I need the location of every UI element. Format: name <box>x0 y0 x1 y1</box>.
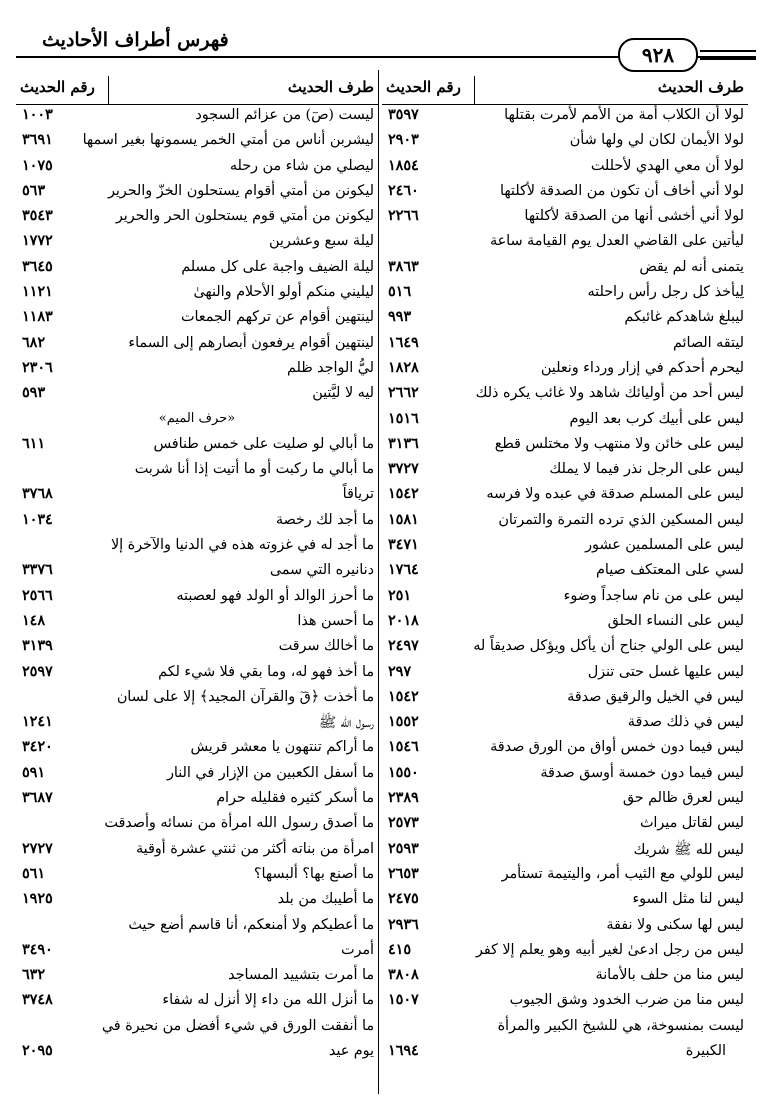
hadith-incipit: ليحرم أحدكم في إزار ورداء ونعلين <box>540 359 744 376</box>
hadith-incipit: ليه لا ليَّتين <box>312 385 374 402</box>
index-entry <box>16 181 378 206</box>
hadith-number: ٣١٣٩ <box>22 638 53 655</box>
hadith-number: ٢٥٧٣ <box>388 815 419 832</box>
hadith-number: ٢٦٥٣ <box>388 865 419 882</box>
hadith-number: ٦٣٢ <box>22 967 46 984</box>
index-entry <box>16 636 378 661</box>
index-entry <box>16 965 378 990</box>
index-entry <box>382 990 748 1015</box>
hadith-incipit: ليس على خائن ولا منتهب ولا مختلس قطع <box>494 435 744 452</box>
hadith-number: ١٢٤١ <box>22 714 53 731</box>
hadith-number: ٣١٣٦ <box>388 435 419 452</box>
hadith-number: ٢٧٢٧ <box>22 840 53 857</box>
index-entry <box>16 156 378 181</box>
hadith-number: ٢٥٩٧ <box>22 663 53 680</box>
hadith-incipit: ليس لها سكنى ولا نفقة <box>606 916 744 933</box>
number-header: رقم الحديث <box>386 78 461 96</box>
hadith-number: ١٥٨١ <box>388 511 419 528</box>
hadith-incipit: ليكونن من أمتي أقوام يستحلون الخزّ والحرير <box>107 182 374 199</box>
hadith-incipit: ليبلغ شاهدكم غائبكم <box>624 309 744 326</box>
hadith-number: ١٨٢٨ <box>388 359 419 376</box>
header-double-rule <box>700 50 756 60</box>
hadith-incipit: ما أنزل الله من داء إلا أنزل له شفاء <box>162 992 374 1009</box>
hadith-incipit: لينتهين أقوام يرفعون أبصارهم إلى السماء <box>128 334 374 351</box>
page-header <box>0 0 762 80</box>
hadith-incipit: ليس على من نام ساجداً وضوء <box>563 587 744 604</box>
hadith-number: ٢٣٠٦ <box>22 359 53 376</box>
index-entry <box>382 156 748 181</box>
hadith-number: ٣٧٢٧ <box>388 461 419 478</box>
index-entry <box>16 990 378 1015</box>
hadith-number: ١١٨٣ <box>22 309 53 326</box>
index-entry <box>16 763 378 788</box>
hadith-number: ١١٢١ <box>22 284 53 301</box>
hadith-number: ٥١٦ <box>388 284 412 301</box>
hadith-incipit: ما أسفل الكعبين من الإزار في النار <box>166 764 374 781</box>
index-entry <box>382 636 748 661</box>
index-entry <box>382 409 748 434</box>
hadith-number: ٢٤٩٧ <box>388 638 419 655</box>
hadith-number: ٢٩٠٣ <box>388 132 419 149</box>
hadith-incipit: ليتقه الصائم <box>672 334 744 351</box>
index-entry <box>16 257 378 282</box>
hadith-number: ٢٠٩٥ <box>22 1042 53 1059</box>
hadith-incipit: ما أطيبك من بلد <box>277 891 374 908</box>
section-heading: «حرف الميم» <box>158 410 236 426</box>
index-entry <box>16 1016 378 1041</box>
index-entry <box>16 915 378 940</box>
hadith-number: ١٥٥٠ <box>388 764 419 781</box>
hadith-number: ١٥٤٢ <box>388 688 419 705</box>
hadith-incipit: ما أخذ فهو له، وما بقي فلا شيء لكم <box>158 663 374 680</box>
hadith-incipit: ليست (صٓ) من عزائم السجود <box>195 107 374 123</box>
hadith-incipit: امرأة من بناته أكثر من ثنتي عشرة أوقية <box>135 840 374 857</box>
index-entry <box>382 257 748 282</box>
index-entry <box>382 510 748 535</box>
hadith-incipit: ما أنفقت الورق في شيء أفضل من نحيرة في <box>101 1017 374 1034</box>
hadith-incipit: رسول الله ﷺ <box>318 715 374 732</box>
hadith-incipit: لولا أن معي الهدي لأحللت <box>590 157 744 174</box>
index-entry <box>382 712 748 737</box>
hadith-incipit: ليشربن أناس من أمتي الخمر يسمونها بغير اسمها <box>82 132 374 149</box>
hadith-number: ٦٨٢ <box>22 334 46 351</box>
index-entry <box>382 105 748 130</box>
hadith-incipit: ليس لله ﷺ شريك <box>633 841 744 858</box>
hadith-number: ١٩٢٥ <box>22 891 53 908</box>
index-entry <box>16 813 378 838</box>
hadith-incipit: ما أراكم تنتهون يا معشر قريش <box>190 739 374 756</box>
hadith-number: ٣٨٦٣ <box>388 258 419 275</box>
hadith-number: ٣٧٤٨ <box>22 992 53 1009</box>
hadith-incipit: ليلة سبع وعشرين <box>269 233 374 250</box>
hadith-incipit: ليس في ذلك صدقة <box>627 714 744 731</box>
hadith-incipit: ليس على الرجل نذر فيما لا يملك <box>549 461 744 478</box>
header-separator <box>108 76 109 104</box>
hadith-number: ١٥٥٢ <box>388 714 419 731</box>
index-entry <box>382 813 748 838</box>
hadith-incipit: ما أجد له في غزوته هذه في الدنيا والآخرة إلا <box>110 537 374 554</box>
hadith-number: ١٠٠٣ <box>22 107 53 123</box>
index-entry <box>16 409 378 434</box>
hadith-number: ١٨٥٤ <box>388 157 419 174</box>
hadith-number: ١٥٤٢ <box>388 486 419 503</box>
hadith-number: ٣٧٦٨ <box>22 486 53 503</box>
hadith-incipit: أمرت <box>341 941 374 958</box>
hadith-number: ١٦٩٤ <box>388 1042 419 1059</box>
index-entry <box>16 889 378 914</box>
hadith-number: ٥٦٣ <box>22 182 46 199</box>
hadith-incipit: ما أصنع بها؟ ألبسها؟ <box>253 865 374 882</box>
index-entry <box>16 737 378 762</box>
index-entry <box>382 940 748 965</box>
hadith-incipit: ليُّ الواجد ظلم <box>286 359 374 376</box>
hadith-number: ٣٦٨٧ <box>22 790 53 807</box>
hadith-incipit: يتمنى أنه لم يقض <box>639 258 744 275</box>
hadith-incipit: ليكونن من أمتي قوم يستحلون الحر والحرير <box>115 208 374 225</box>
hadith-number: ٣٨٠٨ <box>388 967 419 984</box>
hadith-incipit: لولا أني أخشى أنها من الصدقة لأكلتها <box>524 208 744 225</box>
index-entry <box>16 383 378 408</box>
index-entry <box>16 940 378 965</box>
hadith-incipit: ليس لقاتل ميراث <box>639 815 744 832</box>
hadith-number: ٣٦٤٥ <box>22 258 53 275</box>
hadith-incipit: ليليني منكم أولو الأحلام والنهىٰ <box>193 284 374 301</box>
hadith-incipit: ليس منا من ضرب الخدود وشق الجيوب <box>509 992 744 1009</box>
hadith-incipit: ليس على المسلمين عشور <box>585 537 744 554</box>
index-entry <box>382 915 748 940</box>
index-entry <box>382 864 748 889</box>
hadith-incipit: دنانيره التي سمى <box>269 562 374 579</box>
index-entry <box>382 535 748 560</box>
hadith-number: ٥٩١ <box>22 764 46 781</box>
index-entry <box>16 231 378 256</box>
hadith-incipit: لولا أني أخاف أن تكون من الصدقة لأكلتها <box>499 182 744 199</box>
hadith-number: ١٤٨ <box>22 612 46 629</box>
index-entry <box>382 358 748 383</box>
hadith-number: ٣٥٤٣ <box>22 208 53 225</box>
index-entry <box>382 434 748 459</box>
index-column-left <box>16 76 378 1066</box>
hadith-incipit: ليس في الخيل والرقيق صدقة <box>567 688 744 705</box>
index-entry <box>382 307 748 332</box>
index-entry <box>16 282 378 307</box>
number-header: رقم الحديث <box>20 78 95 96</box>
hadith-number: ٥٩٣ <box>22 385 46 402</box>
index-entry <box>16 611 378 636</box>
hadith-number: ٢٥٦٦ <box>22 587 53 604</box>
index-entry <box>382 231 748 256</box>
hadith-number: ٦١١ <box>22 435 46 452</box>
index-entry <box>382 662 748 687</box>
text-header: طرف الحديث <box>287 78 374 96</box>
hadith-incipit: ليس المسكين الذي ترده التمرة والتمرتان <box>498 511 744 528</box>
index-rows <box>16 105 378 1066</box>
index-entry <box>16 1041 378 1066</box>
hadith-number: ١٠٧٥ <box>22 157 53 174</box>
hadith-incipit: ليس لعرق ظالم حق <box>622 790 744 807</box>
hadith-incipit: لولا الأيمان لكان لي ولها شأن <box>569 132 744 149</box>
hadith-number: ١٥٠٧ <box>388 992 419 1009</box>
index-entry <box>16 130 378 155</box>
hadith-incipit: ليصلي من شاء من رحله <box>229 157 374 174</box>
index-entry <box>382 181 748 206</box>
hadith-number: ٣٦٩١ <box>22 132 53 149</box>
hadith-number: ٣٣٧٦ <box>22 562 53 579</box>
header-separator <box>474 76 475 104</box>
hadith-incipit: ما أخذت ﴿قٓ والقرآن المجيد﴾ إلا على لسان <box>116 688 374 705</box>
index-entry <box>16 459 378 484</box>
index-entry <box>382 687 748 712</box>
hadith-incipit: لينتهين أقوام عن تركهم الجمعات <box>180 309 374 326</box>
column-header <box>16 76 378 105</box>
column-divider <box>378 70 379 1094</box>
hadith-number: ١٥٤٦ <box>388 739 419 756</box>
index-entry <box>382 130 748 155</box>
index-entry <box>382 459 748 484</box>
index-entry <box>16 333 378 358</box>
column-header <box>382 76 748 105</box>
index-entry <box>382 763 748 788</box>
hadith-incipit: ليس للولي مع الثيب أمر، واليتيمة تستأمر <box>501 865 744 882</box>
hadith-incipit: ليس فيما دون خمس أواق من الورق صدقة <box>490 739 744 756</box>
index-entry <box>382 484 748 509</box>
index-entry <box>16 307 378 332</box>
hadith-number: ٢٤٧٥ <box>388 891 419 908</box>
hadith-incipit: ليس فيما دون خمسة أوسق صدقة <box>540 764 744 781</box>
index-entry <box>16 535 378 560</box>
hadith-incipit: يوم عيد <box>328 1042 374 1059</box>
hadith-incipit: ما أحرز الوالد أو الولد فهو لعصبته <box>176 587 374 604</box>
hadith-number: ٢٢٦٦ <box>388 208 419 225</box>
index-entry <box>382 1041 748 1066</box>
hadith-incipit: ليلة الضيف واجبة على كل مسلم <box>181 258 374 275</box>
index-entry <box>382 333 748 358</box>
index-entry <box>16 662 378 687</box>
hadith-incipit: ليس عليها غسل حتى تنزل <box>587 663 744 680</box>
hadith-number: ١٦٤٩ <box>388 334 419 351</box>
hadith-incipit: لِيأخذ كل رجل رأس راحلته <box>587 284 744 301</box>
index-entry <box>16 788 378 813</box>
index-entry <box>382 611 748 636</box>
hadith-number: ٤١٥ <box>388 941 412 958</box>
index-entry <box>382 889 748 914</box>
index-entry <box>16 484 378 509</box>
hadith-incipit: ليأتين على القاضي العدل يوم القيامة ساعة <box>489 233 744 250</box>
index-entry <box>16 712 378 737</box>
index-entry <box>16 586 378 611</box>
running-title: فهرس أطراف الأحاديث <box>42 29 229 51</box>
index-entry <box>16 687 378 712</box>
hadith-number: ٢٤٦٠ <box>388 182 419 199</box>
index-entry <box>382 1016 748 1041</box>
index-entry <box>382 560 748 585</box>
hadith-incipit: ليس منا من حلف بالأمانة <box>595 967 744 984</box>
hadith-number: ٢٥١ <box>388 587 412 604</box>
index-entry <box>16 864 378 889</box>
hadith-incipit: لسي على المعتكف صيام <box>595 562 744 579</box>
index-entry <box>382 737 748 762</box>
hadith-incipit: ليس على المسلم صدقة في عبده ولا فرسه <box>486 486 744 503</box>
hadith-incipit: ما أخالك سرقت <box>278 638 374 655</box>
hadith-number: ٣٤٢٠ <box>22 739 53 756</box>
hadith-incipit: ما أعطيكم ولا أمنعكم، أنا قاسم أضع حيث <box>128 916 374 933</box>
hadith-number: ٩٩٣ <box>388 309 412 326</box>
hadith-number: ٣٥٩٧ <box>388 107 419 123</box>
index-entry <box>16 105 378 130</box>
index-column-right <box>382 76 748 1066</box>
index-entry <box>382 206 748 231</box>
hadith-number: ١٧٦٤ <box>388 562 419 579</box>
hadith-incipit: ليس لنا مثل السوء <box>632 891 744 908</box>
index-entry <box>16 839 378 864</box>
hadith-number: ١٧٧٢ <box>22 233 53 250</box>
hadith-incipit: ما أسكر كثيره فقليله حرام <box>216 790 374 807</box>
hadith-number: ٢٩٧ <box>388 663 412 680</box>
index-entry <box>16 358 378 383</box>
hadith-number: ١٥١٦ <box>388 410 419 427</box>
hadith-number: ٢٣٨٩ <box>388 790 419 807</box>
hadith-number: ٥٦١ <box>22 865 46 882</box>
hadith-incipit: ليس على النساء الحلق <box>607 612 744 629</box>
hadith-incipit: ليس على أبيك كرب بعد اليوم <box>569 410 744 427</box>
hadith-incipit: ما أحسن هذا <box>297 612 374 629</box>
hadith-incipit: لولا أن الكلاب أمة من الأمم لأمرت بقتلها <box>504 107 744 123</box>
index-entry <box>382 965 748 990</box>
hadith-incipit: ما أصدق رسول الله امرأة من نسائه وأصدقت <box>104 815 374 832</box>
index-entry <box>16 206 378 231</box>
index-entry <box>382 383 748 408</box>
hadith-incipit: ليس على الولي جناح أن يأكل ويؤكل صديقاً له <box>473 638 744 655</box>
hadith-number: ٢٠١٨ <box>388 612 419 629</box>
hadith-number: ٢٥٩٣ <box>388 840 419 857</box>
hadith-incipit: ليست بمنسوخة، هي للشيخ الكبير والمرأة <box>497 1017 744 1034</box>
hadith-incipit: ترياقاً <box>342 486 374 503</box>
hadith-incipit: ليس من رجل ادعىٰ لغير أبيه وهو يعلم إلا كفر <box>475 941 744 958</box>
index-entry <box>382 282 748 307</box>
hadith-incipit: ليس أحد من أوليائك شاهد ولا غائب يكره ذلك <box>475 385 744 402</box>
index-rows <box>382 105 748 1066</box>
hadith-incipit: ما أجد لك رخصة <box>275 511 374 528</box>
index-entry <box>16 560 378 585</box>
hadith-incipit: ما أبالي لو صليت على خمس طنافس <box>153 435 374 452</box>
hadith-number: ٢٦٦٢ <box>388 385 419 402</box>
index-entry <box>16 510 378 535</box>
text-header: طرف الحديث <box>657 78 744 96</box>
hadith-incipit: ما أبالي ما ركبت أو ما أتيت إذا أنا شربت <box>134 461 374 478</box>
hadith-incipit: ما أمرت بتشييد المساجد <box>228 967 374 984</box>
page-number: ٩٢٨ <box>618 38 698 72</box>
hadith-number: ٣٤٩٠ <box>22 941 53 958</box>
index-entry <box>16 434 378 459</box>
index-entry <box>382 839 748 864</box>
hadith-incipit: الكبيرة <box>685 1042 726 1059</box>
hadith-number: ٣٤٧١ <box>388 537 419 554</box>
index-entry <box>382 586 748 611</box>
index-entry <box>382 788 748 813</box>
hadith-number: ٢٩٣٦ <box>388 916 419 933</box>
hadith-number: ١٠٣٤ <box>22 511 53 528</box>
